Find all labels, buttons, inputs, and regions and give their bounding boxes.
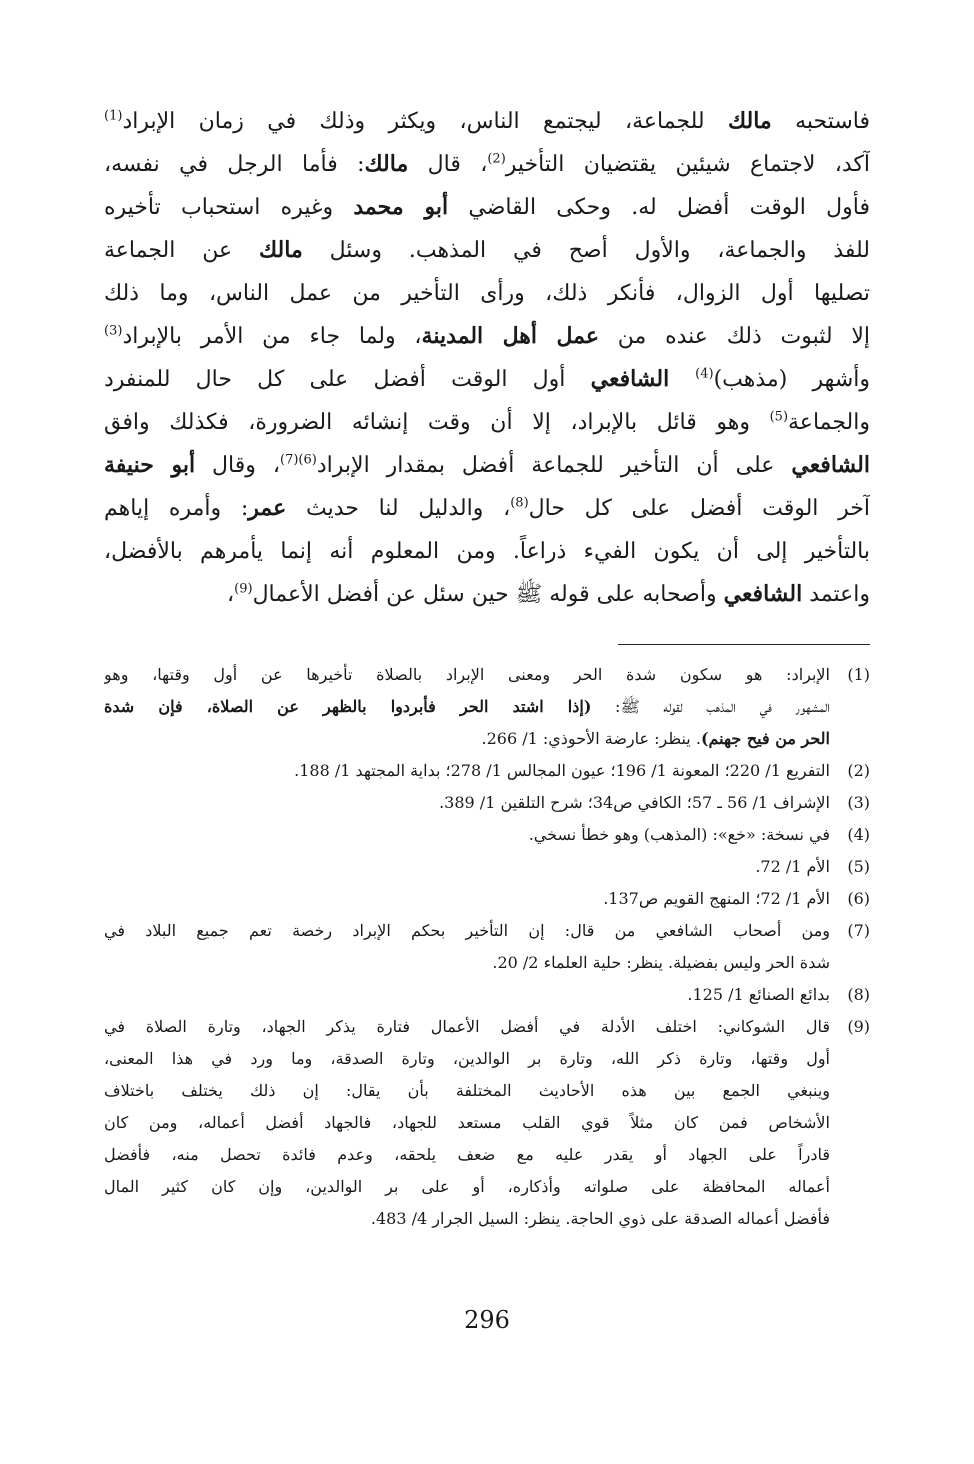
footnote-line: قال الشوكاني: اختلف الأدلة في أفضل الأعمال فتارة يذكر الجهاد، وتارة الصلاة في	[104, 1017, 830, 1036]
footnote-line: فأفضل أعماله الصدقة على ذوي الحاجة. ينظر: السيل الجرار 4/ 483.	[370, 1209, 830, 1228]
footnote-line: التفريع 1/ 220؛ المعونة 1/ 196؛ عيون المجالس 1/ 278؛ بداية المجتهد 1/ 188.	[294, 761, 830, 780]
main-line: الشافعي على أن التأخير للجماعة أفضل بمقدار الإبراد$^{(6)(7)}$، وقال أبو حنيفة	[104, 452, 870, 478]
footnote-ref: (2)	[487, 151, 506, 167]
footnote-7	[104, 915, 870, 979]
main-line: آخر الوقت أفضل على كل حال$^{(8)}$، والدليل لنا حديث عمر: وأمره إياهم	[104, 495, 870, 521]
footnote-ref: (8)	[510, 495, 529, 511]
footnote-line: أعماله المحافظة على صلواته وأذكاره، أو على بر الوالدين، وإن كان كثير المال	[104, 1177, 830, 1196]
main-line: إلا لثبوت ذلك عنده من عمل أهل المدينة، ولما جاء من الأمر بالإبراد$^{(3)}$	[104, 323, 870, 349]
footnote-line: الإبراد: هو سكون شدة الحر ومعنى الإبراد بالصلاة تأخيرها عن أول وقتها، وهو	[104, 665, 830, 684]
footnote-line: شدة الحر وليس بفضيلة. ينظر: حلية العلماء 2/ 20.	[492, 953, 830, 972]
footnote-ref: (3)	[104, 323, 123, 339]
footnote-line: الأم 1/ 72؛ المنهج القويم ص137.	[603, 889, 830, 908]
main-line: فأول الوقت أفضل له. وحكى القاضي أبو محمد وغيره استحباب تأخيره	[104, 194, 870, 220]
footnote-2	[104, 755, 870, 787]
footnote-line: الأشخاص فمن كان مثلاً قوي القلب مستعد للجهاد، فالجهاد أفضل أعماله، ومن كان	[104, 1113, 830, 1132]
main-line: فاستحبه مالك للجماعة، ليجتمع الناس، ويكثر وذلك في زمان الإبراد$^{(1)}$	[104, 108, 870, 134]
main-text	[104, 100, 870, 616]
footnote-ref: (5)	[769, 409, 789, 425]
footnote-ref: (4)	[695, 366, 714, 382]
page-number: 296	[464, 1306, 510, 1334]
main-line: بالتأخير إلى أن يكون الفيء ذراعاً. ومن المعلوم أنه إنما يأمرهم بالأفضل،	[104, 539, 870, 564]
footnote-line: المشهور في المذهب لقوله ﷺ: (إذا اشتد الحر فأبردوا بالظهر عن الصلاة، فإن شدة	[104, 697, 830, 716]
footnote-6	[104, 883, 870, 915]
footnote-3	[104, 787, 870, 819]
footnotes	[104, 659, 870, 1235]
footnote-line: ومن أصحاب الشافعي من قال: إن التأخير بحكم الإبراد رخصة تعم جميع البلاد في	[104, 921, 830, 940]
footnote-number: (9)	[847, 1017, 870, 1036]
footnote-number: (3)	[847, 793, 870, 812]
footnote-number: (4)	[847, 825, 870, 844]
footnote-line: قادراً على الجهاد أو يقدر عليه مع ضعف يلحقه، وعدم فائدة تحصل منه، فأفضل	[104, 1145, 830, 1164]
footnote-4	[104, 819, 870, 851]
footnote-line: بدائع الصنائع 1/ 125.	[687, 985, 830, 1004]
footnote-number: (5)	[847, 857, 870, 876]
main-line: وأشهر (مذهب)$^{(4)}$ الشافعي أول الوقت أفضل على كل حال للمنفرد	[104, 366, 870, 392]
footnote-8	[104, 979, 870, 1011]
footnote-9	[104, 1011, 870, 1235]
footnote-line: الحر من فيح جهنم). ينظر: عارضة الأحوذي: 1/ 266.	[481, 729, 830, 748]
footnote-1	[104, 659, 870, 755]
main-line: واعتمد الشافعي وأصحابه على قوله ﷺ حين سئل عن أفضل الأعمال$^{(9)}$،	[227, 581, 870, 607]
footnote-separator	[618, 644, 870, 645]
footnote-number: (6)	[847, 889, 870, 908]
footnote-number: (8)	[847, 985, 870, 1004]
footnote-ref: (1)	[104, 108, 123, 124]
footnote-number: (7)	[847, 921, 870, 940]
footnote-line: الأم 1/ 72.	[755, 857, 830, 876]
footnote-line: أول وقتها، وتارة ذكر الله، وتارة بر الوالدين، وتارة الصدقة، وما ورد في هذا المعنى،	[104, 1049, 830, 1068]
footnote-line: الإشراف 1/ 56 ـ 57؛ الكافي ص34؛ شرح التلقين 1/ 389.	[439, 793, 830, 812]
footnote-ref: (6)(7)	[279, 452, 317, 468]
main-line: للفذ والجماعة، والأول أصح في المذهب. وسئل مالك عن الجماعة	[104, 237, 870, 263]
main-line: تصليها أول الزوال، فأنكر ذلك، ورأى التأخير من عمل الناس، وما ذلك	[104, 281, 870, 306]
footnote-line: في نسخة: «خع»: (المذهب) وهو خطأ نسخي.	[528, 825, 830, 844]
footnote-line: وينبغي الجمع بين هذه الأحاديث المختلفة بأن يقال: إن ذلك يختلف باختلاف	[104, 1081, 830, 1100]
page-content	[104, 100, 870, 1235]
main-line: والجماعة$^{(5)}$ وهو قائل بالإبراد، إلا أن وقت إنشائه الضرورة، فكذلك وافق	[104, 409, 870, 435]
footnote-number: (2)	[847, 761, 870, 780]
footnote-ref: (9)	[234, 581, 253, 597]
footnote-5	[104, 851, 870, 883]
footnote-number: (1)	[847, 665, 870, 684]
main-line: آكد، لاجتماع شيئين يقتضيان التأخير$^{(2)}$، قال مالك: فأما الرجل في نفسه،	[104, 151, 870, 177]
